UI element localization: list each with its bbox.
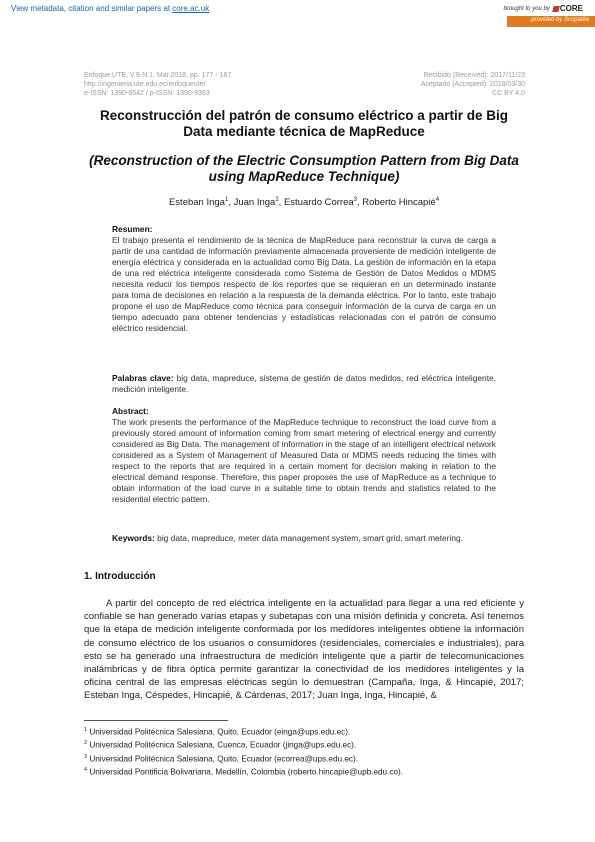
core-metadata-link[interactable] xyxy=(11,4,209,13)
provided-by-text[interactable]: provided by Scopadia xyxy=(531,17,589,23)
footnote xyxy=(84,725,403,738)
journal-citation: Enfoque UTE, V.9-N.1, Mar.2018, pp. 177 - 187 xyxy=(84,72,232,79)
author-name: Esteban Inga xyxy=(168,197,225,209)
footnote-number: 1 xyxy=(84,727,88,733)
brought-by xyxy=(504,4,584,13)
keywords-section xyxy=(112,533,496,544)
author-name: Juan Inga xyxy=(233,197,276,209)
core-logo-icon xyxy=(552,6,560,12)
section-heading: 1. Introducción xyxy=(84,571,156,582)
license: CC BY 4.0 xyxy=(492,90,525,97)
footnote-text: Universidad Politécnica Salesiana, Cuenca, Ecuador (jinga@ups.edu.ec). xyxy=(89,741,357,751)
footnote-text: Universidad Politécnica Salesiana, Quito, Ecuador (einga@ups.edu.ec). xyxy=(89,727,351,737)
author-separator: , xyxy=(278,197,284,209)
core-banner xyxy=(0,0,595,29)
journal-url[interactable]: http://ingenieria.ute.edu.ec/enfoqueute/ xyxy=(84,81,206,88)
palabras-clave-section xyxy=(112,373,496,395)
footnote-number: 3 xyxy=(84,753,88,760)
resumen-section xyxy=(112,224,496,334)
footnote-rule xyxy=(84,720,228,721)
author-affiliation-mark: 4 xyxy=(435,197,440,203)
author-name: Estuardo Correa xyxy=(283,197,354,209)
paper-title-spanish: Reconstrucción del patrón de consumo eléctrico a partir de Big Data mediante técnica de MapReduce xyxy=(99,108,509,139)
brought-by-text: brought to you by xyxy=(503,5,550,12)
journal-meta-left xyxy=(84,71,231,98)
resumen-heading: Resumen: xyxy=(112,224,153,234)
footnote-number: 2 xyxy=(84,740,88,747)
palabras-clave-text: big data, mapreduce, sistema de gestión de datos medidos, red eléctrica inteligente, medición inteligente. xyxy=(112,373,497,394)
footnote-number: 4 xyxy=(84,766,88,773)
resumen-text: El trabajo presenta el rendimiento de la técnica de MapReduce para reconstruir la curva de carga a partir de una cantidad de información previamente almacenada proveniente de medición inteligente de energía eléctrica y considerada en la actualidad como Big Data. La gestión de información en la etapa de una red eléctrica inteligente considerada como Sistema de Gestión de Datos Medidos o MDMS necesita reducir los tiempos respecto de los reportes que se requieran en un determinado instante para toma de decisiones en relación a la respuesta de la demanda eléctrica. Por lo tanto, este trabajo propone el uso de MapReduce como técnica para conseguir información de la curva de carga en un tiempo adecuado para obtener tendencias y estadísticas relacionadas con el patrón de consumo eléctrico residencial. xyxy=(112,235,496,333)
author-list xyxy=(84,197,524,208)
abstract-heading: Abstract: xyxy=(112,406,149,416)
footnotes xyxy=(84,725,403,778)
author-affiliation-mark: 1 xyxy=(224,197,229,203)
palabras-clave-heading: Palabras clave: xyxy=(112,373,174,383)
footnote xyxy=(84,752,403,765)
paper-title-english: (Reconstruction of the Electric Consumption Pattern from Big Data using MapReduce Technique) xyxy=(89,153,519,184)
keywords-text: big data, mapreduce, meter data management system, smart grid, smart metering. xyxy=(157,533,463,543)
author-separator: , xyxy=(228,197,234,209)
author-affiliation-mark: 2 xyxy=(275,197,279,203)
journal-issn: e-ISSN: 1390-6542 / p-ISSN: 1390-9363 xyxy=(84,90,210,97)
author-name: Roberto Hincapié xyxy=(362,197,436,209)
core-link-prefix: View metadata, citation and similar papers at xyxy=(11,4,171,13)
section-body: A partir del concepto de red eléctrica inteligente en la actualidad para llegar a una red eficiente y confiable se han generado varias etapas y subetapas con una misión definida y concreta. Así tenemos que la etapa de medición inteligente conformada por los medidores inteligentes obtiene la información de consumo eléctrico de los usuarios o consumidores (residenciales, comerciales e industriales), para esto se ha generado una infraestructura de medición inteligente que a partir de telecomunicaciones inalámbricas y de fibra óptica permite garantizar la conectividad de los medidores inteligentes y la oficina central de las empresas eléctricas según lo demuestran (Campaña, Inga, & Hincapié, 2017; Esteban Inga, Céspedes, Hincapié, & Cárdenas, 2017; Juan Inga, Inga, Hincapié, & xyxy=(84,598,524,702)
journal-meta-right xyxy=(421,71,525,98)
abstract-section xyxy=(112,406,496,505)
accepted-date: Aceptado (Accepted): 2018/03/30 xyxy=(420,81,525,88)
received-date: Recibido (Received): 2017/11/23 xyxy=(423,72,525,79)
core-logo-text: CORE xyxy=(559,4,583,13)
footnote xyxy=(84,738,403,751)
footnote xyxy=(84,765,403,778)
author-separator: , xyxy=(357,197,363,209)
abstract-text: The work presents the performance of the MapReduce technique to reconstruct the load curve from a previously stored amount of information coming from smart metering of electrical energy and currently considered as Big Data. The management of information in the stage of an intelligent electrical network considered as a System of Management of Measured Data or MDMS needs reducing the times with respect to the reports that are required in a certain moment for decision making in relation to the electrical demand response. Therefore, this paper proposes the use of MapReduce as a technique to obtain information of the load curve in a suitable time to obtain trends and statistics related to the residential electric pattern. xyxy=(112,417,496,504)
core-ac-link[interactable]: core.ac.uk xyxy=(172,4,210,13)
core-logo[interactable] xyxy=(553,4,583,13)
author-affiliation-mark: 3 xyxy=(353,197,357,203)
footnote-text: Universidad Politécnica Salesiana, Quito, Ecuador (ecorrea@ups.edu.ec). xyxy=(89,754,358,764)
footnote-text: Universidad Pontificia Bolivariana, Medellín, Colombia (roberto.hincapie@upb.edu.co). xyxy=(89,767,404,777)
keywords-heading: Keywords: xyxy=(112,533,155,543)
